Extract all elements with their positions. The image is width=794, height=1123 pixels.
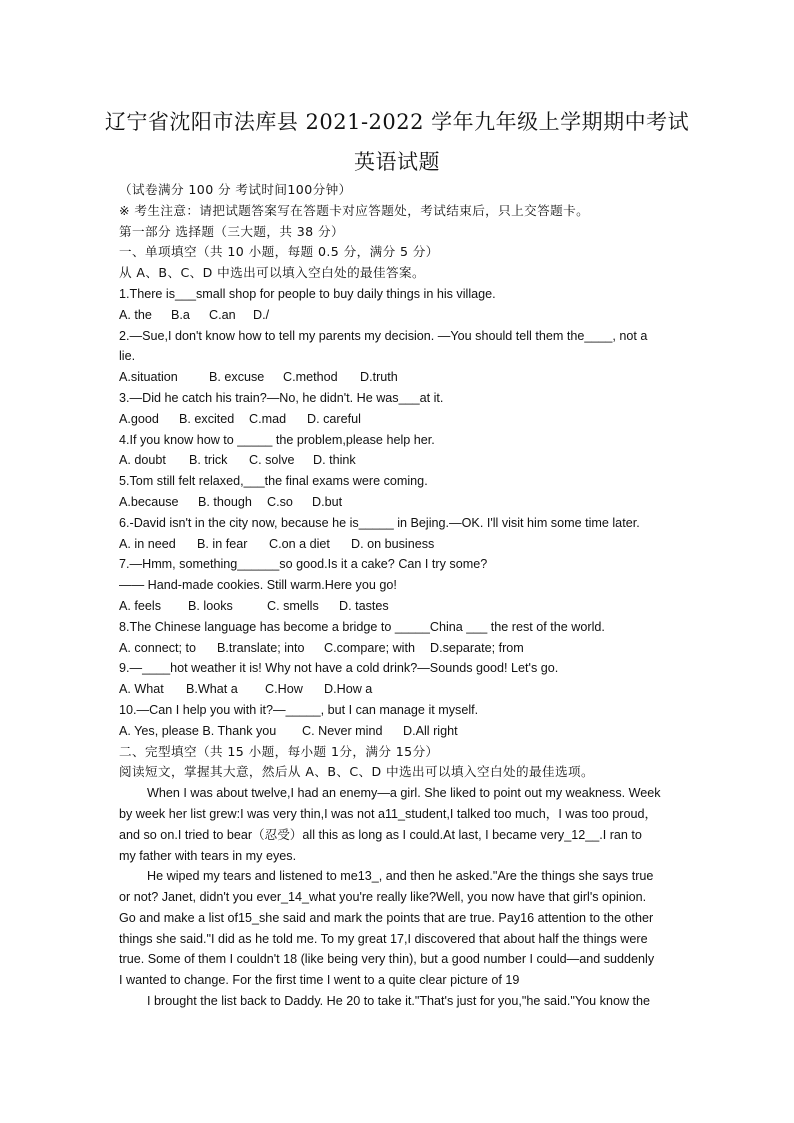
passage-line: by week her list grew:I was very thin,I was not a11_student,I talked too much，I was too proud，: [119, 806, 658, 821]
option: B. in fear: [197, 536, 248, 551]
exam-notice: ※ 考生注意：请把试题答案写在答题卡对应答题处，考试结束后，只上交答题卡。: [119, 202, 590, 218]
exam-info: （试卷满分 100 分 考试时间100分钟）: [119, 182, 352, 197]
question-6-options: [119, 534, 679, 555]
option: B. trick: [189, 453, 228, 468]
passage-line: and so on.I tried to bear（忍受）all this as long as I could.At last, I became very_12__.I ran to: [119, 827, 642, 842]
option: A. connect; to: [119, 640, 197, 655]
option: A.good: [119, 411, 159, 426]
section-instruction: 从 A、B、C、D 中选出可以填入空白处的最佳答案。: [119, 265, 426, 281]
option: D.All right: [403, 723, 458, 738]
option: A. doubt: [119, 453, 166, 468]
option: D. on business: [351, 536, 435, 551]
option: D.separate; from: [430, 640, 524, 655]
question-4-options: [119, 450, 679, 471]
document-title: 辽宁省沈阳市法库县 2021-2022 学年九年级上学期期中考试: [104, 110, 690, 134]
option: D.but: [312, 494, 343, 509]
option: C.on a diet: [269, 536, 330, 551]
section-instruction: 阅读短文，掌握其大意，然后从 A、B、C、D 中选出可以填入空白处的最佳选项。: [119, 764, 594, 780]
question-5: 5.Tom still felt relaxed,___the final exams were coming.: [119, 474, 428, 489]
option: C. solve: [249, 453, 295, 468]
question-6: 6.-David isn't in the city now, because he is_____ in Bejing.—OK. I'll visit him some time later.: [119, 515, 640, 530]
option: C.compare; with: [324, 640, 415, 655]
option: C.so: [267, 494, 293, 509]
option: A. What: [119, 682, 164, 697]
question-8-options: [119, 638, 679, 659]
option: C.method: [283, 370, 338, 385]
document-body: [119, 180, 679, 1012]
option: B. though: [198, 494, 252, 509]
question-3-options: [119, 409, 679, 430]
question-2: 2.—Sue,I don't know how to tell my parents my decision. —You should tell them the____, not a: [119, 328, 648, 343]
section-heading: 一、单项填空（共 10 小题，每题 0.5 分，满分 5 分）: [119, 244, 439, 260]
option: A.because: [119, 494, 179, 509]
question-9-options: [119, 679, 679, 700]
passage-line: I brought the list back to Daddy. He 20 to take it."That's just for you,"he said."You know the: [147, 994, 651, 1009]
option: C.mad: [249, 411, 287, 426]
option: B. excuse: [209, 370, 265, 385]
option: C. Never mind: [302, 723, 383, 738]
question-4: 4.If you know how to _____ the problem,please help her.: [119, 432, 435, 447]
option: B.What a: [186, 682, 238, 697]
passage-line: Go and make a list of15_she said and mark the points that are true. Pay16 attention to the other: [119, 910, 654, 925]
option: B.translate; into: [217, 640, 305, 655]
option: A. the: [119, 307, 152, 322]
question-7-options: [119, 596, 679, 617]
question-2-options: [119, 367, 679, 388]
question-1: 1.There is___small shop for people to buy daily things in his village.: [119, 286, 496, 301]
question-5-options: [119, 492, 679, 513]
option: D. tastes: [339, 598, 389, 613]
passage-line: my father with tears in my eyes.: [119, 848, 297, 863]
option: D.truth: [360, 370, 398, 385]
passage-line: I wanted to change. For the first time I went to a quite clear picture of 19: [119, 973, 520, 988]
option: D. careful: [307, 411, 361, 426]
section-heading: 二、完型填空（共 15 小题，每小题 1分，满分 15分）: [119, 743, 439, 759]
option: B. excited: [179, 411, 235, 426]
option: B. looks: [188, 598, 233, 613]
option: A. Yes, please B. Thank you: [119, 723, 277, 738]
question-7: 7.—Hmm, something______so good.Is it a cake? Can I try some?: [119, 557, 488, 572]
option: D.How a: [324, 682, 373, 697]
question-2-continued: lie.: [119, 349, 136, 364]
part-heading: 第一部分 选择题（三大题，共 38 分）: [119, 223, 344, 239]
passage-line: true. Some of them I couldn't 18 (like being very thin), but a good number I could—and suddenly: [119, 952, 655, 967]
option: D. think: [313, 453, 356, 468]
passage-line: When I was about twelve,I had an enemy—a girl. She liked to point out my weakness. Week: [147, 786, 661, 801]
option: A. feels: [119, 598, 161, 613]
question-3: 3.—Did he catch his train?—No, he didn't. He was___at it.: [119, 390, 444, 405]
option: A.situation: [119, 370, 178, 385]
option: D./: [253, 307, 270, 322]
question-8: 8.The Chinese language has become a bridge to _____China ___ the rest of the world.: [119, 619, 605, 634]
option: C.How: [265, 682, 303, 697]
question-7-reply: —— Hand-made cookies. Still warm.Here you go!: [119, 578, 397, 593]
option: C.an: [209, 307, 236, 322]
option: A. in need: [119, 536, 176, 551]
passage-line: or not? Janet, didn't you ever_14_what you're really like?Well, you now have that girl's opinion.: [119, 890, 647, 905]
passage-line: He wiped my tears and listened to me13_, and then he asked."Are the things she says true: [147, 869, 654, 884]
question-10-options: [119, 721, 679, 742]
option: B.a: [171, 307, 190, 322]
question-10: 10.—Can I help you with it?—_____, but I can manage it myself.: [119, 702, 479, 717]
passage-line: things she said."I did as he told me. To my great 17,I discovered that about half the things were: [119, 931, 648, 946]
document-subtitle: 英语试题: [354, 150, 440, 174]
question-1-options: [119, 305, 679, 326]
question-9: 9.—____hot weather it is! Why not have a cold drink?—Sounds good! Let's go.: [119, 661, 559, 676]
option: C. smells: [267, 598, 319, 613]
